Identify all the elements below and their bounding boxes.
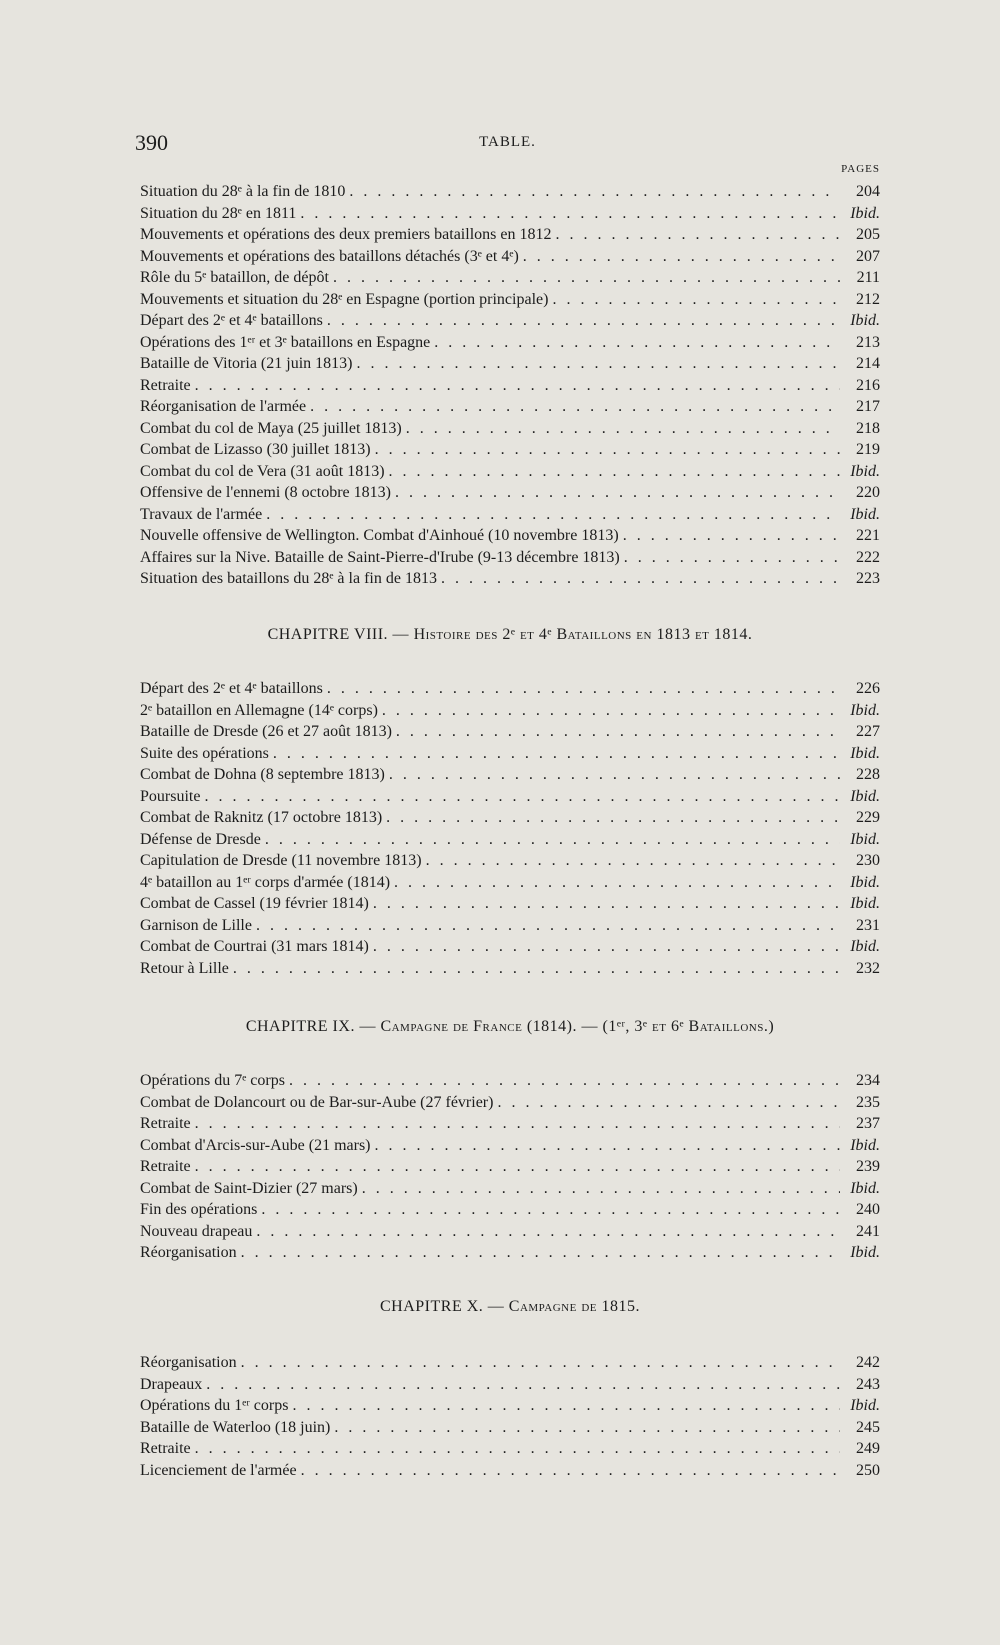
toc-entry-title: Retraite: [140, 376, 191, 394]
toc-entry-title: Retraite: [140, 1440, 191, 1457]
toc-entry: [140, 1178, 880, 1200]
toc-entry-title: Fin des opérations: [140, 1201, 258, 1218]
toc-entry: [140, 678, 880, 700]
dot-leader: [375, 439, 840, 461]
toc-entry-title: Défense de Dresde: [140, 830, 261, 848]
dot-leader: [356, 353, 840, 375]
toc-entry-title: Suite des opérations: [140, 744, 269, 762]
toc-entry-page: 212: [856, 290, 880, 308]
dot-leader: [386, 807, 840, 829]
toc-entry: [140, 1113, 880, 1135]
dot-leader: [265, 829, 840, 851]
toc-entry: [140, 267, 880, 289]
toc-entry-title: Réorganisation de l'armée: [140, 398, 307, 415]
toc-entry-page: 218: [856, 419, 880, 437]
toc-entry-title: Poursuite: [140, 787, 201, 805]
toc-entry-title: Nouvelle offensive de Wellington. Combat d'Ainhoué (10 novembre 1813): [140, 527, 619, 544]
toc-entry-title: 2ᵉ bataillon en Allemagne (14ᵉ corps): [140, 701, 378, 719]
dot-leader: [333, 267, 840, 289]
toc-entry: [140, 525, 880, 547]
toc-entry: [140, 289, 880, 311]
toc-entry: [140, 1135, 880, 1157]
dot-leader: [273, 743, 840, 765]
toc-entry: [140, 721, 880, 743]
toc-entry: [140, 829, 880, 851]
toc-entry: [140, 181, 880, 203]
toc-entry: [140, 310, 880, 332]
dot-leader: [327, 678, 840, 700]
toc-entry-title: Combat du col de Maya (25 juillet 1813): [140, 419, 402, 437]
toc-entry-title: Combat de Saint-Dizier (27 mars): [140, 1179, 358, 1197]
running-title: TABLE.: [479, 134, 536, 150]
toc-entry: [140, 396, 880, 418]
toc-entry: [140, 915, 880, 937]
toc-entry: [140, 786, 880, 808]
dot-leader: [233, 958, 840, 980]
dot-leader: [406, 418, 840, 440]
toc-entry-title: Nouveau drapeau: [140, 1222, 253, 1240]
toc-entry-page: 222: [856, 548, 880, 566]
toc-entry-page: 237: [856, 1115, 880, 1132]
toc-entry-page: Ibid.: [850, 938, 880, 955]
toc-entry-title: Réorganisation: [140, 1244, 237, 1261]
toc-entry: [140, 332, 880, 354]
toc-entry-page: 214: [856, 355, 880, 372]
dot-leader: [301, 1460, 840, 1482]
toc-entry: [140, 461, 880, 483]
dot-leader: [426, 850, 840, 872]
toc-section-chapter-viii: [140, 678, 880, 979]
dot-leader: [523, 246, 840, 268]
toc-entry-page: 234: [856, 1072, 880, 1089]
toc-entry-page: 235: [856, 1093, 880, 1111]
toc-entry: [140, 1374, 880, 1396]
toc-entry: [140, 1242, 880, 1264]
toc-section-chapter-vii-continued: [140, 181, 880, 590]
toc-entry: [140, 1092, 880, 1114]
toc-entry: [140, 893, 880, 915]
toc-entry-page: 217: [856, 398, 880, 415]
chapter-ix-heading: [140, 1018, 880, 1036]
toc-entry-page: Ibid.: [850, 1179, 880, 1197]
page-header: [135, 130, 880, 162]
toc-entry-page: Ibid.: [850, 744, 880, 762]
toc-entry-page: Ibid.: [850, 505, 880, 523]
toc-entry: [140, 958, 880, 980]
toc-entry-title: Mouvements et opérations des bataillons détachés (3ᵉ et 4ᵉ): [140, 247, 519, 265]
toc-entry-title: 4ᵉ bataillon au 1ᵉʳ corps d'armée (1814): [140, 873, 391, 891]
toc-entry-title: Situation du 28ᵉ en 1811: [140, 204, 297, 222]
toc-entry-title: Drapeaux: [140, 1375, 203, 1393]
toc-entry-page: 231: [856, 916, 880, 934]
dot-leader: [373, 893, 840, 915]
toc-entry: [140, 1395, 880, 1417]
chapter-viii-title: Histoire des 2ᵉ et 4ᵉ Bataillons en 1813 et 1814.: [413, 626, 753, 643]
toc-entry-page: Ibid.: [850, 787, 880, 805]
toc-entry: [140, 764, 880, 786]
toc-entry-page: 242: [856, 1354, 880, 1371]
toc-entry: [140, 375, 880, 397]
toc-entry-page: 219: [856, 441, 880, 458]
toc-entry: [140, 1417, 880, 1439]
toc-entry: [140, 936, 880, 958]
dot-leader: [206, 1374, 840, 1396]
toc-entry: [140, 482, 880, 504]
toc-entry: [140, 850, 880, 872]
toc-entry: [140, 1460, 880, 1482]
toc-entry-title: Situation du 28ᵉ à la fin de 1810: [140, 183, 346, 200]
dot-leader: [334, 1417, 840, 1439]
toc-entry-title: Départ des 2ᵉ et 4ᵉ bataillons: [140, 680, 323, 697]
toc-section-chapter-ix: [140, 1070, 880, 1264]
toc-entry-page: 249: [856, 1440, 880, 1457]
toc-entry-page: 213: [856, 333, 880, 351]
dot-leader: [195, 1438, 840, 1460]
toc-entry-title: Garnison de Lille: [140, 916, 252, 934]
toc-entry-page: Ibid.: [850, 1397, 880, 1414]
dot-leader: [389, 764, 840, 786]
chapter-ix-title: Campagne de France (1814). — (1ᵉʳ, 3ᵉ et 6ᵉ Bataillons.): [380, 1018, 775, 1035]
toc-entry-page: 241: [856, 1222, 880, 1240]
toc-entry-title: Travaux de l'armée: [140, 505, 263, 523]
toc-entry-title: Combat du col de Vera (31 août 1813): [140, 462, 385, 480]
dot-leader: [373, 936, 840, 958]
toc-entry-title: Offensive de l'ennemi (8 octobre 1813): [140, 484, 391, 501]
toc-entry: [140, 418, 880, 440]
dot-leader: [552, 289, 840, 311]
toc-entry-title: Rôle du 5ᵉ bataillon, de dépôt: [140, 269, 329, 286]
toc-entry-title: Réorganisation: [140, 1354, 237, 1371]
toc-entry-title: Combat de Cassel (19 février 1814): [140, 895, 369, 912]
toc-entry-title: Bataille de Vitoria (21 juin 1813): [140, 355, 353, 372]
toc-entry-page: Ibid.: [850, 895, 880, 912]
toc-entry: [140, 700, 880, 722]
toc-entry-page: 220: [856, 484, 880, 501]
toc-entry: [140, 504, 880, 526]
toc-entry-page: Ibid.: [850, 1244, 880, 1261]
toc-entry-page: Ibid.: [850, 204, 880, 222]
dot-leader: [241, 1352, 840, 1374]
toc-entry-page: 239: [856, 1158, 880, 1175]
dot-leader: [394, 872, 840, 894]
toc-section-chapter-x: [140, 1352, 880, 1481]
toc-entry: [140, 872, 880, 894]
toc-entry-title: Combat de Dohna (8 septembre 1813): [140, 766, 385, 783]
toc-entry-title: Mouvements et situation du 28ᵉ en Espagne (portion principale): [140, 290, 549, 308]
toc-entry-page: 232: [856, 959, 880, 977]
toc-entry-title: Bataille de Waterloo (18 juin): [140, 1418, 331, 1436]
dot-leader: [395, 482, 840, 504]
dot-leader: [300, 203, 840, 225]
toc-entry-page: Ibid.: [850, 1136, 880, 1154]
toc-entry-page: 207: [856, 247, 880, 265]
chapter-x-label: CHAPITRE X. —: [380, 1298, 505, 1315]
dot-leader: [241, 1242, 840, 1264]
toc-entry-page: 226: [856, 680, 880, 697]
toc-entry-page: 250: [856, 1461, 880, 1479]
toc-entry-page: Ibid.: [850, 830, 880, 848]
dot-leader: [327, 310, 840, 332]
toc-entry-page: 245: [856, 1418, 880, 1436]
dot-leader: [292, 1395, 840, 1417]
dot-leader: [624, 547, 840, 569]
toc-entry: [140, 547, 880, 569]
dot-leader: [396, 721, 840, 743]
toc-entry: [140, 807, 880, 829]
dot-leader: [349, 181, 840, 203]
toc-entry: [140, 1438, 880, 1460]
toc-entry-page: 221: [856, 527, 880, 544]
dot-leader: [389, 461, 840, 483]
toc-entry-title: Licenciement de l'armée: [140, 1461, 297, 1479]
toc-entry-title: Combat de Raknitz (17 octobre 1813): [140, 809, 383, 826]
toc-entry-page: 204: [856, 183, 880, 200]
chapter-ix-label: CHAPITRE IX. —: [245, 1018, 376, 1035]
toc-entry-page: 229: [856, 809, 880, 826]
toc-entry-title: Combat d'Arcis-sur-Aube (21 mars): [140, 1136, 371, 1154]
toc-entry-title: Départ des 2ᵉ et 4ᵉ bataillons: [140, 312, 323, 329]
toc-entry-page: Ibid.: [850, 873, 880, 891]
toc-entry-title: Bataille de Dresde (26 et 27 août 1813): [140, 723, 392, 740]
page-number: 390: [135, 130, 168, 155]
toc-entry: [140, 353, 880, 375]
toc-entry-page: 223: [856, 570, 880, 587]
toc-entry: [140, 1199, 880, 1221]
toc-entry-title: Opérations du 1ᵉʳ corps: [140, 1397, 289, 1414]
toc-entry-page: 230: [856, 852, 880, 869]
dot-leader: [434, 332, 840, 354]
chapter-viii-heading: [140, 626, 880, 644]
dot-leader: [375, 1135, 840, 1157]
toc-entry-title: Capitulation de Dresde (11 novembre 1813): [140, 852, 422, 869]
dot-leader: [441, 568, 840, 590]
toc-entry-page: 243: [856, 1375, 880, 1393]
toc-entry-title: Retour à Lille: [140, 959, 229, 977]
chapter-x-title: Campagne de 1815.: [508, 1298, 640, 1315]
dot-leader: [382, 700, 840, 722]
dot-leader: [195, 375, 840, 397]
toc-entry-title: Affaires sur la Nive. Bataille de Saint-Pierre-d'Irube (9-13 décembre 1813): [140, 548, 620, 566]
dot-leader: [289, 1070, 840, 1092]
dot-leader: [310, 396, 840, 418]
dot-leader: [623, 525, 840, 547]
toc-entry-title: Combat de Courtrai (31 mars 1814): [140, 938, 369, 955]
dot-leader: [195, 1113, 840, 1135]
toc-entry-title: Retraite: [140, 1115, 191, 1132]
dot-leader: [256, 1221, 840, 1243]
toc-entry: [140, 1156, 880, 1178]
dot-leader: [204, 786, 840, 808]
toc-entry-page: Ibid.: [850, 312, 880, 329]
dot-leader: [261, 1199, 840, 1221]
toc-entry-page: 211: [856, 269, 880, 286]
toc-entry-page: 240: [856, 1201, 880, 1218]
toc-entry-title: Opérations des 1ᵉʳ et 3ᵉ bataillons en Espagne: [140, 333, 431, 351]
toc-entry: [140, 568, 880, 590]
chapter-x-heading: [140, 1298, 880, 1316]
toc-entry-title: Combat de Dolancourt ou de Bar-sur-Aube (27 février): [140, 1093, 494, 1111]
dot-leader: [266, 504, 840, 526]
toc-entry-page: 205: [856, 226, 880, 243]
toc-entry: [140, 224, 880, 246]
toc-entry-title: Opérations du 7ᵉ corps: [140, 1072, 285, 1089]
dot-leader: [195, 1156, 840, 1178]
dot-leader: [362, 1178, 840, 1200]
chapter-viii-label: CHAPITRE VIII. —: [267, 626, 410, 643]
toc-entry: [140, 246, 880, 268]
toc-entry-page: Ibid.: [850, 462, 880, 480]
dot-leader: [256, 915, 840, 937]
toc-entry: [140, 1221, 880, 1243]
toc-entry-page: 216: [856, 376, 880, 394]
toc-entry: [140, 203, 880, 225]
dot-leader: [497, 1092, 840, 1114]
toc-entry-page: 228: [856, 766, 880, 783]
toc-entry: [140, 1352, 880, 1374]
toc-entry-title: Mouvements et opérations des deux premiers bataillons en 1812: [140, 226, 552, 243]
toc-entry-page: 227: [856, 723, 880, 740]
pages-column-label: PAGES: [841, 163, 880, 175]
toc-entry-page: Ibid.: [850, 701, 880, 719]
dot-leader: [555, 224, 840, 246]
toc-entry: [140, 1070, 880, 1092]
toc-entry: [140, 439, 880, 461]
toc-entry-title: Situation des bataillons du 28ᵉ à la fin de 1813: [140, 570, 437, 587]
toc-entry-title: Retraite: [140, 1158, 191, 1175]
toc-entry: [140, 743, 880, 765]
toc-entry-title: Combat de Lizasso (30 juillet 1813): [140, 441, 371, 458]
